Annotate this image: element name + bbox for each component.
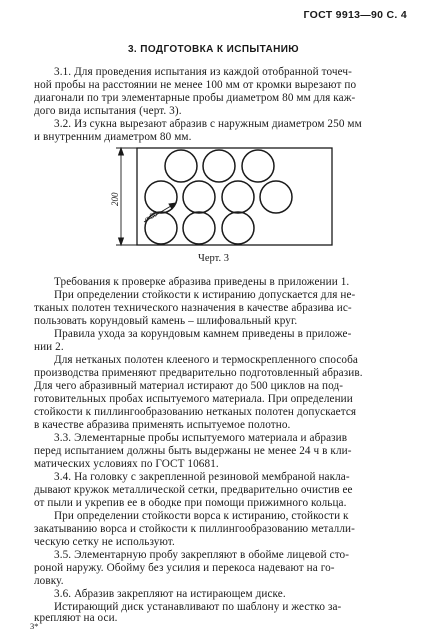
- section-title: 3. ПОДГОТОВКА К ИСПЫТАНИЮ: [127, 44, 300, 55]
- text-line: Требования к проверке абразива приведены в приложении 1.: [54, 276, 350, 288]
- text-line: готовительных пробах испытуемого материала. При определении: [34, 393, 353, 405]
- text-line: 3.5. Элементарную пробу закрепляют в обойме лицевой сто-: [54, 549, 350, 561]
- text-line: и внутренним диаметром 80 мм.: [34, 131, 192, 143]
- text-line: 3.1. Для проведения испытания из каждой отобранной точеч-: [54, 66, 352, 78]
- text-line: в качестве абразива применять испытуемое полотно.: [34, 419, 291, 431]
- sample-circle: [242, 150, 274, 182]
- text-line: перед испытанием должны быть выдержаны не менее 24 ч в кли-: [34, 445, 352, 457]
- text-line: Правила ухода за корундовым камнем приведены в приложе-: [54, 328, 352, 340]
- text-line: 3.3. Элементарные пробы испытуемого материала и абразив: [54, 432, 348, 444]
- figure-caption: Черт. 3: [198, 253, 229, 264]
- text-line: 3.4. На головку с закрепленной резиновой мембраной накла-: [54, 471, 350, 483]
- text-line: пользовать корундовый камень – шлифовальный круг.: [34, 315, 298, 327]
- text-line: нии 2.: [34, 341, 64, 353]
- text-line: роной наружу. Обойму без усилия и перекоса надевают на го-: [34, 562, 335, 574]
- sample-circle: [183, 181, 215, 213]
- sample-circle: [260, 181, 292, 213]
- figure-sample-layout: [0, 0, 427, 270]
- text-line: При определении стойкости ворса к истиранию, стойкости к: [54, 510, 349, 522]
- dimension-d80-label: ø 80: [142, 208, 160, 224]
- text-line: Истирающий диск устанавливают по шаблону и жестко за-: [54, 601, 342, 613]
- text-line: дывают кружок металлической сетки, предварительно очистив ее: [34, 484, 353, 496]
- text-line: 3.6. Абразив закрепляют на истирающем диске.: [54, 588, 286, 600]
- text-line: матических условиях по ГОСТ 10681.: [34, 458, 219, 470]
- sample-circle: [222, 181, 254, 213]
- text-line: ной пробы на расстоянии не менее 100 мм от кромки вырезают по: [34, 79, 357, 91]
- dimension-200-label: 200: [110, 192, 120, 206]
- text-line: от пыли и укрепив ее в ободке при помощи прижимного кольца.: [34, 497, 347, 509]
- text-line: Для нетканых полотен клееного и термоскрепленного способа: [54, 354, 358, 366]
- text-line: дого вида испытания (черт. 3).: [34, 105, 182, 117]
- sample-circle: [203, 150, 235, 182]
- page-header: ГОСТ 9913—90 С. 4: [303, 9, 407, 21]
- text-line: 3.2. Из сукна вырезают абразив с наружным диаметром 250 мм: [54, 118, 362, 130]
- text-line: тканых полотен технического назначения в качестве абразива ис-: [34, 302, 352, 314]
- text-line: диагонали по три элементарные пробы диаметром 80 мм для каж-: [34, 92, 356, 104]
- sample-circle: [165, 150, 197, 182]
- text-line: стойкости к пиллингообразованию нетканых полотен допускается: [34, 406, 357, 418]
- text-line: При определении стойкости к истиранию допускается для не-: [54, 289, 356, 301]
- text-line: Для чего абразивный материал истирают до 500 циклов на под-: [34, 380, 344, 392]
- text-line: производства применяют предварительно подготовленный абразив.: [34, 367, 363, 379]
- text-line: ловку.: [34, 575, 64, 587]
- page-mark: 3*: [30, 621, 39, 631]
- sample-circle: [222, 212, 254, 244]
- text-line: закатыванию ворса и стойкости к пиллингообразованию металли-: [34, 523, 355, 535]
- sample-circle: [183, 212, 215, 244]
- text-line: ческую сетку не используют.: [34, 536, 175, 548]
- text-line: крепляют на оси.: [34, 612, 118, 624]
